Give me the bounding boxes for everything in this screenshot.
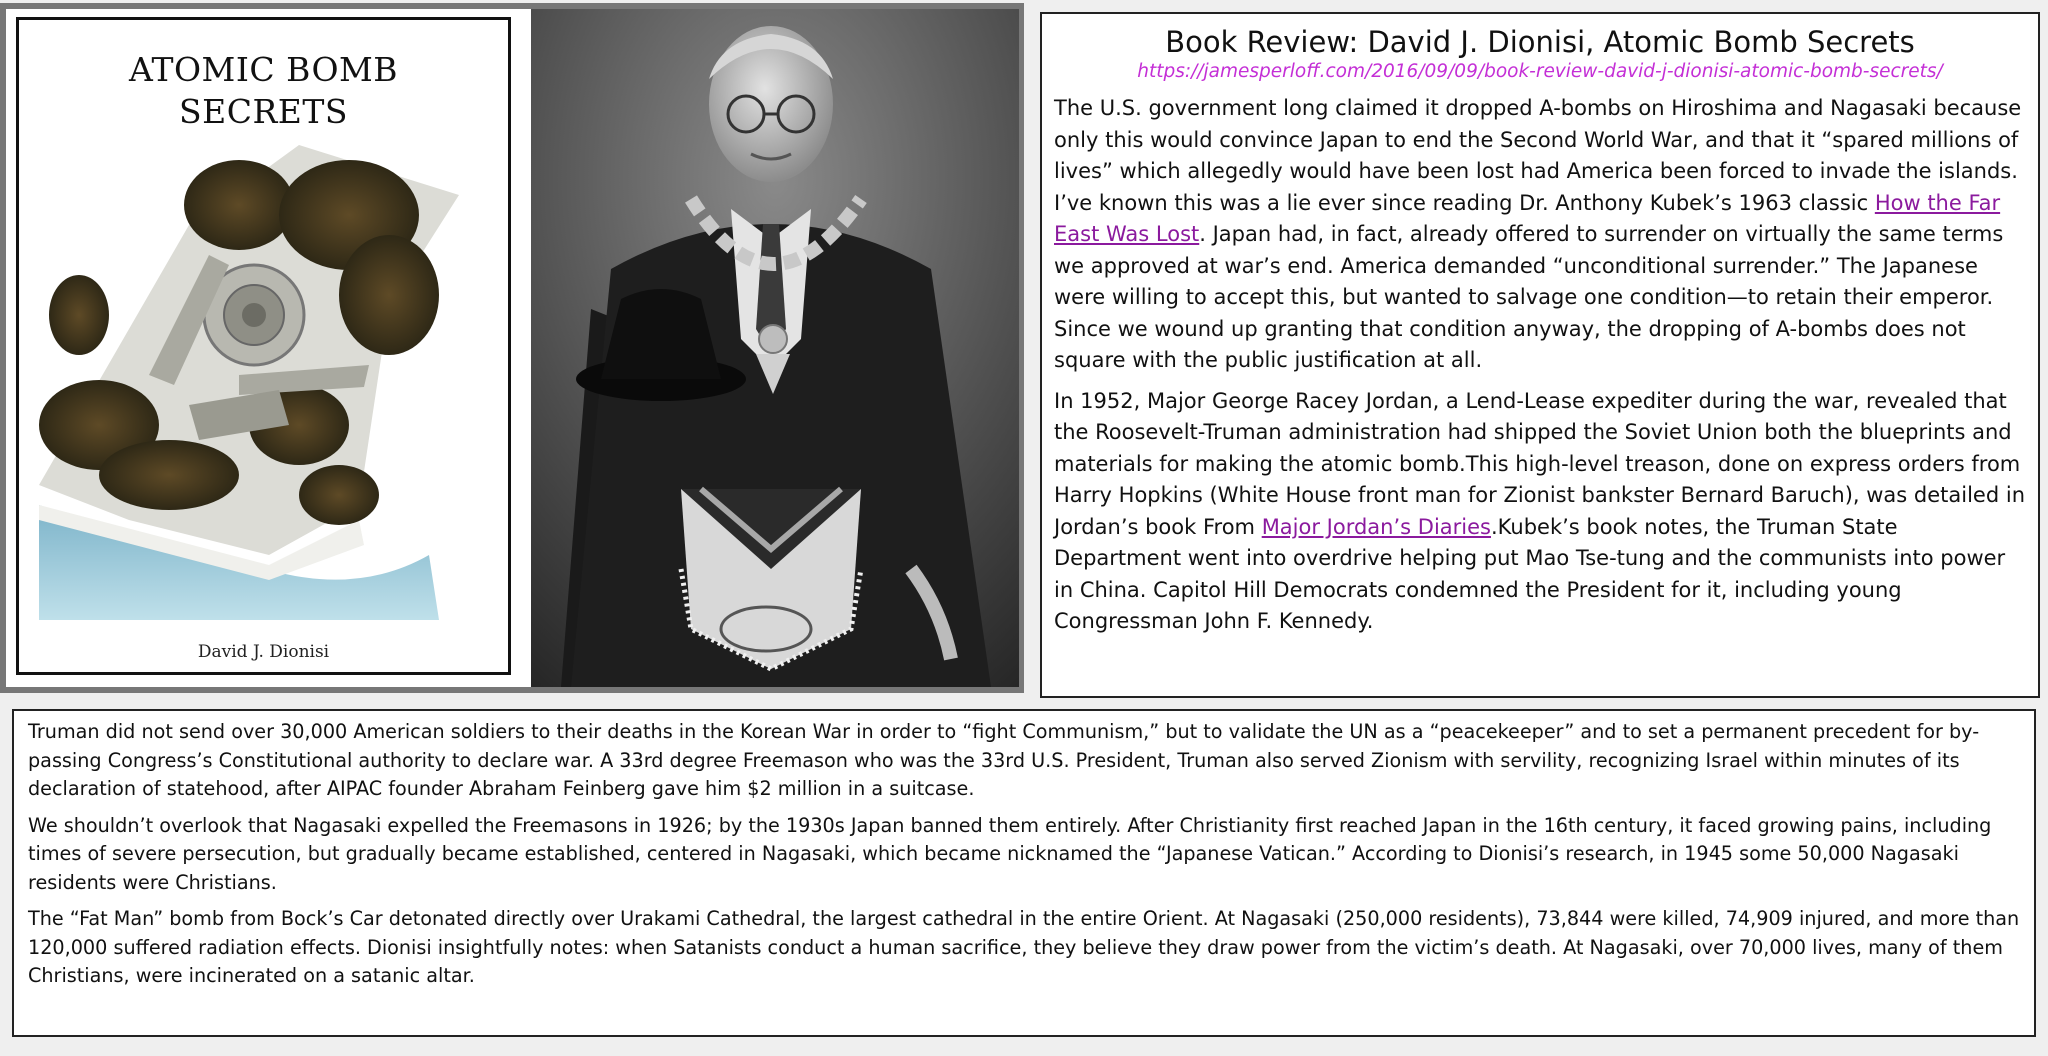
bottom-paragraph-1: Truman did not send over 30,000 American soldiers to their deaths in the Korean War in order to “fight Communism,” but to validate the UN as a “peacekeeper” and to set a permanent precedent for by-passing Congress’s Constitutional authority to declare war. A 33rd degree Freemason who was the 33rd U.S. President, Truman also served Zionism with servility, recognizing Israel within minutes of its declaration of statehood, after AIPAC founder Abraham Feinberg gave him $2 million in a suitcase.	[28, 720, 1980, 800]
major-jordans-diaries-link[interactable]: Major Jordan’s Diaries	[1261, 514, 1491, 539]
book-cover-border	[16, 17, 511, 675]
portrait-figure	[531, 9, 1019, 687]
cover-title-line-1: ATOMIC BOMB	[128, 50, 399, 89]
truman-portrait	[531, 9, 1019, 687]
review-paragraph-2	[1054, 386, 2026, 638]
far-east-lost-link[interactable]: How the Far East Was Lost	[1054, 190, 2001, 246]
bottom-paragraph-2: We shouldn’t overlook that Nagasaki expelled the Freemasons in 1926; by the 1930s Japan banned them entirely. After Christianity first reached Japan in the 16th century, it faced growing pains, including times of severe persecution, but gradually became established, centered in Nagasaki, which became nicknamed the “Japanese Vatican.” According to Dionisi’s research, in 1945 some 50,000 Nagasaki residents were Christians.	[28, 813, 1992, 894]
book-cover	[6, 9, 531, 687]
bottom-paragraph-3: The “Fat Man” bomb from Bock’s Car detonated directly over Urakami Cathedral, the largest cathedral in the entire Orient. At Nagasaki (250,000 residents), 73,844 were killed, 74,909 injured, and more than 120,000 suffered radiation effects. Dionisi insightfully notes: when Satanists conduct a human sacrifice, they believe they draw power from the victim’s death. At Nagasaki, over 70,000 lives, many of them Christians, were incinerated on a satanic altar.	[28, 907, 2020, 987]
review-p1-text-cont: . Japan had, in fact, already offered to surrender on virtually the same terms we approved at war’s end. America demanded “unconditional surrender.” The Japanese were willing to accept this, but wanted to salvage one condition—to retain their emperor. Since we wound up granting that condition anyway, the dropping of A-bombs does not square with the public justification at all.	[1054, 222, 2004, 372]
cover-aerial-art	[39, 125, 494, 620]
review-paragraph-1	[1054, 93, 2026, 377]
review-url[interactable]: https://jamesperloff.com/2016/09/09/book-review-david-j-dionisi-atomic-bomb-secrets/	[1137, 61, 1943, 82]
review-p1-text: The U.S. government long claimed it dropped A-bombs on Hiroshima and Nagasaki because only this would convince Japan to end the Second World War, and that it “spared millions of lives” which allegedly would have been lost had America been forced to invade the islands. I’ve known this was a lie ever since reading Dr. Anthony Kubek’s 1963 classic	[1054, 96, 2022, 215]
cover-author: David J. Dionisi	[197, 642, 330, 662]
review-title: Book Review: David J. Dionisi, Atomic Bomb Secrets	[1165, 25, 1915, 59]
bottom-text-panel	[12, 709, 2036, 1037]
review-p2-text: In 1952, Major George Racey Jordan, a Lend-Lease expediter during the war, revealed that the Roosevelt-Truman administration had shipped the Soviet Union both the blueprints and materials for making the atomic bomb.This high-level treason, done on express orders from Harry Hopkins (White House front man for Zionist bankster Bernard Baruch), was detailed in Jordan’s book From	[1054, 388, 2026, 539]
review-p2-text-cont: .Kubek’s book notes, the Truman State Department went into overdrive helping put Mao Tse-tung and the communists into power in China. Capitol Hill Democrats condemned the President for it, including young Congressman John F. Kennedy.	[1054, 514, 2006, 633]
review-panel	[1040, 12, 2040, 698]
cover-title-line-2: SECRETS	[179, 92, 348, 131]
images-frame	[0, 3, 1024, 693]
